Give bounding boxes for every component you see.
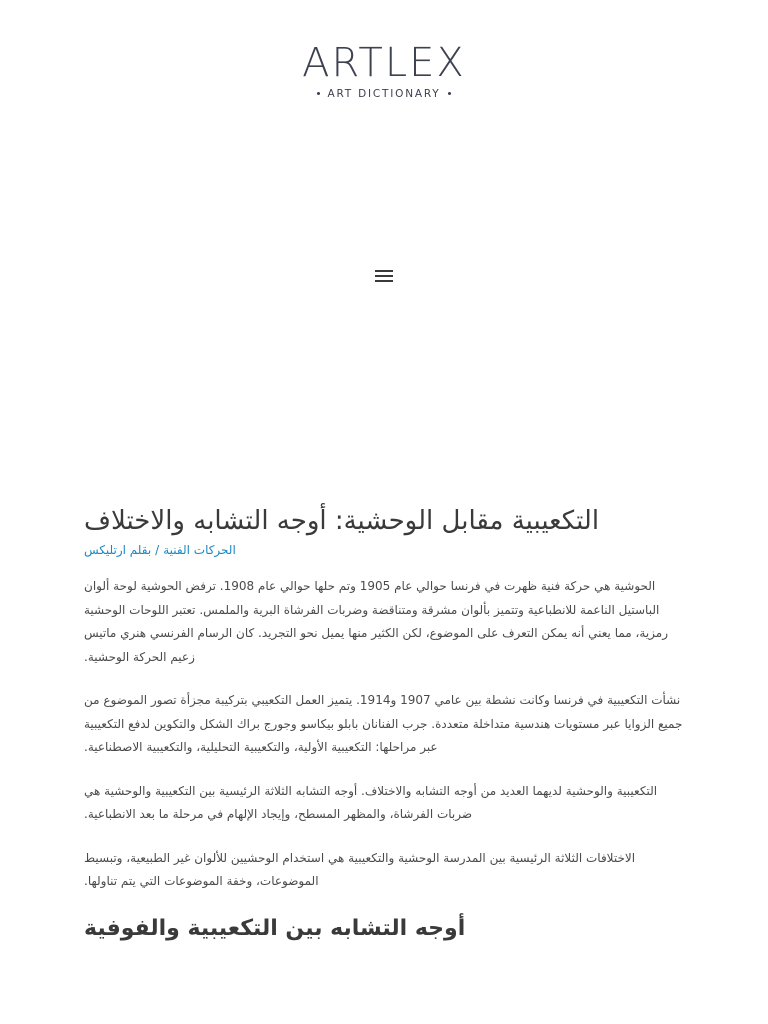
category-link[interactable]: الحركات الفنية xyxy=(163,543,236,557)
article-title: التكعيبية مقابل الوحشية: أوجه التشابه والاختلاف xyxy=(84,506,600,536)
paragraph-similarities: التكعيبية والوحشية لديهما العديد من أوجه التشابه والاختلاف. أوجه التشابه الثلاثة الرئيسية بين التكعيبية والوحشية هي ضربات الفرشاة، والمظهر المسطح، وإيجاد الإلهام في مرحلة ما بعد الانطباعية. xyxy=(84,783,658,821)
menu-bar-bottom xyxy=(375,280,393,282)
section-heading: أوجه التشابه بين التكعيبية والفوفية xyxy=(84,915,466,941)
paragraph-cubism: نشأت التكعيبية في فرنسا وكانت نشطة بين عامي 1907 و1914. يتميز العمل التكعيبي بتركيبة مجزأة تصور الموضوع من جميع الزوايا عبر مستويات هندسية متداخلة متعددة. جرب الفنانان بابلو بيكاسو وجورج براك الشكل والتكوين لدفع التكعيبية عبر مراحلها: التكعيبية الأولية، والتكعيبية التحليلية، والتكعيبية الاصطناعية. xyxy=(84,693,683,754)
logo-subtitle xyxy=(302,87,466,101)
meta-separator: / xyxy=(155,543,160,557)
site-logo[interactable] xyxy=(302,42,466,101)
logo-dot-left xyxy=(317,92,320,95)
logo-title: ARTLEX xyxy=(302,40,466,86)
logo-dot-right xyxy=(448,92,451,95)
paragraph-differences: الاختلافات الثلاثة الرئيسية بين المدرسة الوحشية والتكعيبية هي استخدام الوحشيين للألوان غير الطبيعية، وتبسيط الموضوعات، وخفة الموضوعات التي يتم تناولها. xyxy=(84,850,636,888)
article-content xyxy=(84,575,684,944)
article xyxy=(84,500,684,944)
author-link[interactable]: بقلم ارتليكس xyxy=(84,543,152,557)
paragraph-fauvism: الحوشية هي حركة فنية ظهرت في فرنسا حوالي عام 1905 وتم حلها حوالي عام 1908. ترفض الحوشية لوحة ألوان الباستيل الناعمة للانطباعية وتتميز بألوان مشرقة ومتناقضة وضربات الفرشاة البرية والملمس. تعتبر اللوحات الوحشية رمزية، مما يعني أنه يمكن التعرف على الموضوع، لكن الكثير منها يميل نحو التجريد. كان الرسام الفرنسي هنري ماتيس زعيم الحركة الوحشية. xyxy=(84,579,669,664)
menu-bar-top xyxy=(375,270,393,272)
article-meta xyxy=(84,540,684,560)
logo-subtitle-text: ART DICTIONARY xyxy=(327,88,441,100)
menu-bar-middle xyxy=(375,275,393,277)
site-header xyxy=(0,42,768,101)
hamburger-menu-icon[interactable] xyxy=(372,264,396,288)
